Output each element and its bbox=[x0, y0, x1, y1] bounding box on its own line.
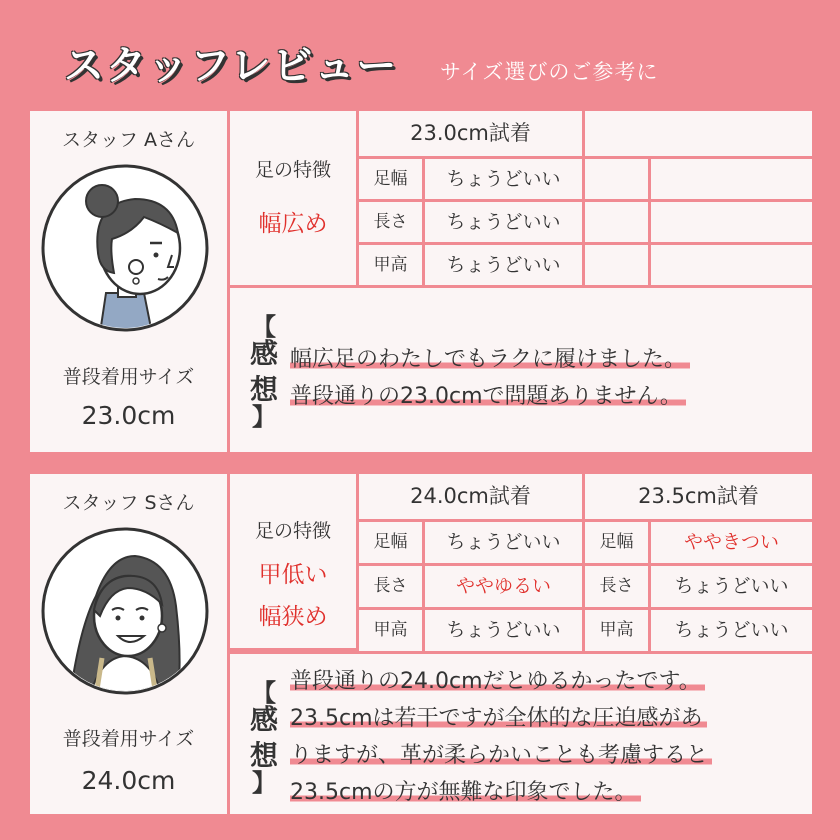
empty-cell bbox=[651, 245, 812, 285]
features-label: 足の特徴 bbox=[254, 159, 331, 181]
avatar bbox=[40, 163, 210, 333]
row-value: ちょうどいい bbox=[425, 522, 582, 563]
row-value: ややゆるい bbox=[425, 566, 582, 607]
impression-label: 【 感想 】 bbox=[249, 679, 278, 797]
impression-box bbox=[230, 654, 812, 814]
row-value: ややきつい bbox=[651, 522, 812, 563]
foot-features-a bbox=[230, 111, 356, 285]
trial-size-header-empty bbox=[585, 111, 812, 156]
row-label: 足幅 bbox=[585, 522, 648, 563]
impression-line: 23.5cmは若干ですが全体的な圧迫感があ bbox=[290, 701, 707, 732]
trial-size-header: 24.0cm試着 bbox=[359, 474, 582, 519]
row-value: ちょうどいい bbox=[651, 610, 812, 651]
features-label: 足の特徴 bbox=[254, 520, 331, 542]
empty-cell bbox=[585, 202, 648, 242]
row-value: ちょうどいい bbox=[425, 610, 582, 651]
empty-cell bbox=[651, 202, 812, 242]
row-label: 長さ bbox=[359, 202, 422, 242]
row-label: 長さ bbox=[585, 566, 648, 607]
trial-size-header: 23.0cm試着 bbox=[359, 111, 582, 156]
staff-name: スタッフ Aさん bbox=[61, 129, 196, 151]
impression-line: 普段通りの23.0cmで問題ありません。 bbox=[290, 379, 686, 410]
usual-size-label: 普段着用サイズ bbox=[62, 728, 195, 750]
page-subtitle: サイズ選びのご参考に bbox=[440, 60, 659, 84]
row-label: 甲高 bbox=[585, 610, 648, 651]
avatar-illustration-icon bbox=[40, 526, 210, 696]
staff-a-card bbox=[30, 111, 812, 452]
row-value: ちょうどいい bbox=[425, 245, 582, 285]
impression-label: 【 感想 】 bbox=[249, 313, 278, 431]
usual-size-value: 23.0cm bbox=[81, 401, 176, 430]
staff-name: スタッフ Sさん bbox=[62, 492, 195, 514]
staff-s-card bbox=[30, 474, 812, 814]
empty-cell bbox=[651, 159, 812, 199]
staff-a-profile bbox=[30, 111, 227, 452]
row-value: ちょうどいい bbox=[651, 566, 812, 607]
impression-line: 普段通りの24.0cmだとゆるかったです。 bbox=[290, 664, 705, 695]
row-value: ちょうどいい bbox=[425, 159, 582, 199]
impression-line: 23.5cmの方が無難な印象でした。 bbox=[290, 775, 641, 806]
avatar bbox=[40, 526, 210, 696]
row-label: 長さ bbox=[359, 566, 422, 607]
row-value: ちょうどいい bbox=[425, 202, 582, 242]
impression-text bbox=[290, 664, 712, 806]
usual-size-value: 24.0cm bbox=[81, 766, 176, 795]
staff-s-profile bbox=[30, 474, 227, 814]
usual-size-label: 普段着用サイズ bbox=[62, 366, 195, 388]
impression-box bbox=[230, 288, 812, 452]
empty-cell bbox=[585, 245, 648, 285]
feature-value: 幅狭め bbox=[258, 604, 328, 630]
trial-size-header: 23.5cm試着 bbox=[585, 474, 812, 519]
impression-line: りますが、革が柔らかいことも考慮すると bbox=[290, 738, 712, 769]
row-label: 甲高 bbox=[359, 245, 422, 285]
impression-text bbox=[290, 342, 690, 410]
foot-features-s bbox=[230, 474, 356, 648]
page-title: スタッフレビュー bbox=[64, 43, 399, 89]
impression-line: 幅広足のわたしでもラクに履けました。 bbox=[290, 342, 690, 373]
row-label: 足幅 bbox=[359, 159, 422, 199]
row-label: 足幅 bbox=[359, 522, 422, 563]
empty-cell bbox=[585, 159, 648, 199]
feature-value: 幅広め bbox=[258, 211, 328, 237]
avatar-illustration-icon bbox=[40, 163, 210, 333]
feature-value: 甲低い bbox=[258, 562, 328, 588]
row-label: 甲高 bbox=[359, 610, 422, 651]
